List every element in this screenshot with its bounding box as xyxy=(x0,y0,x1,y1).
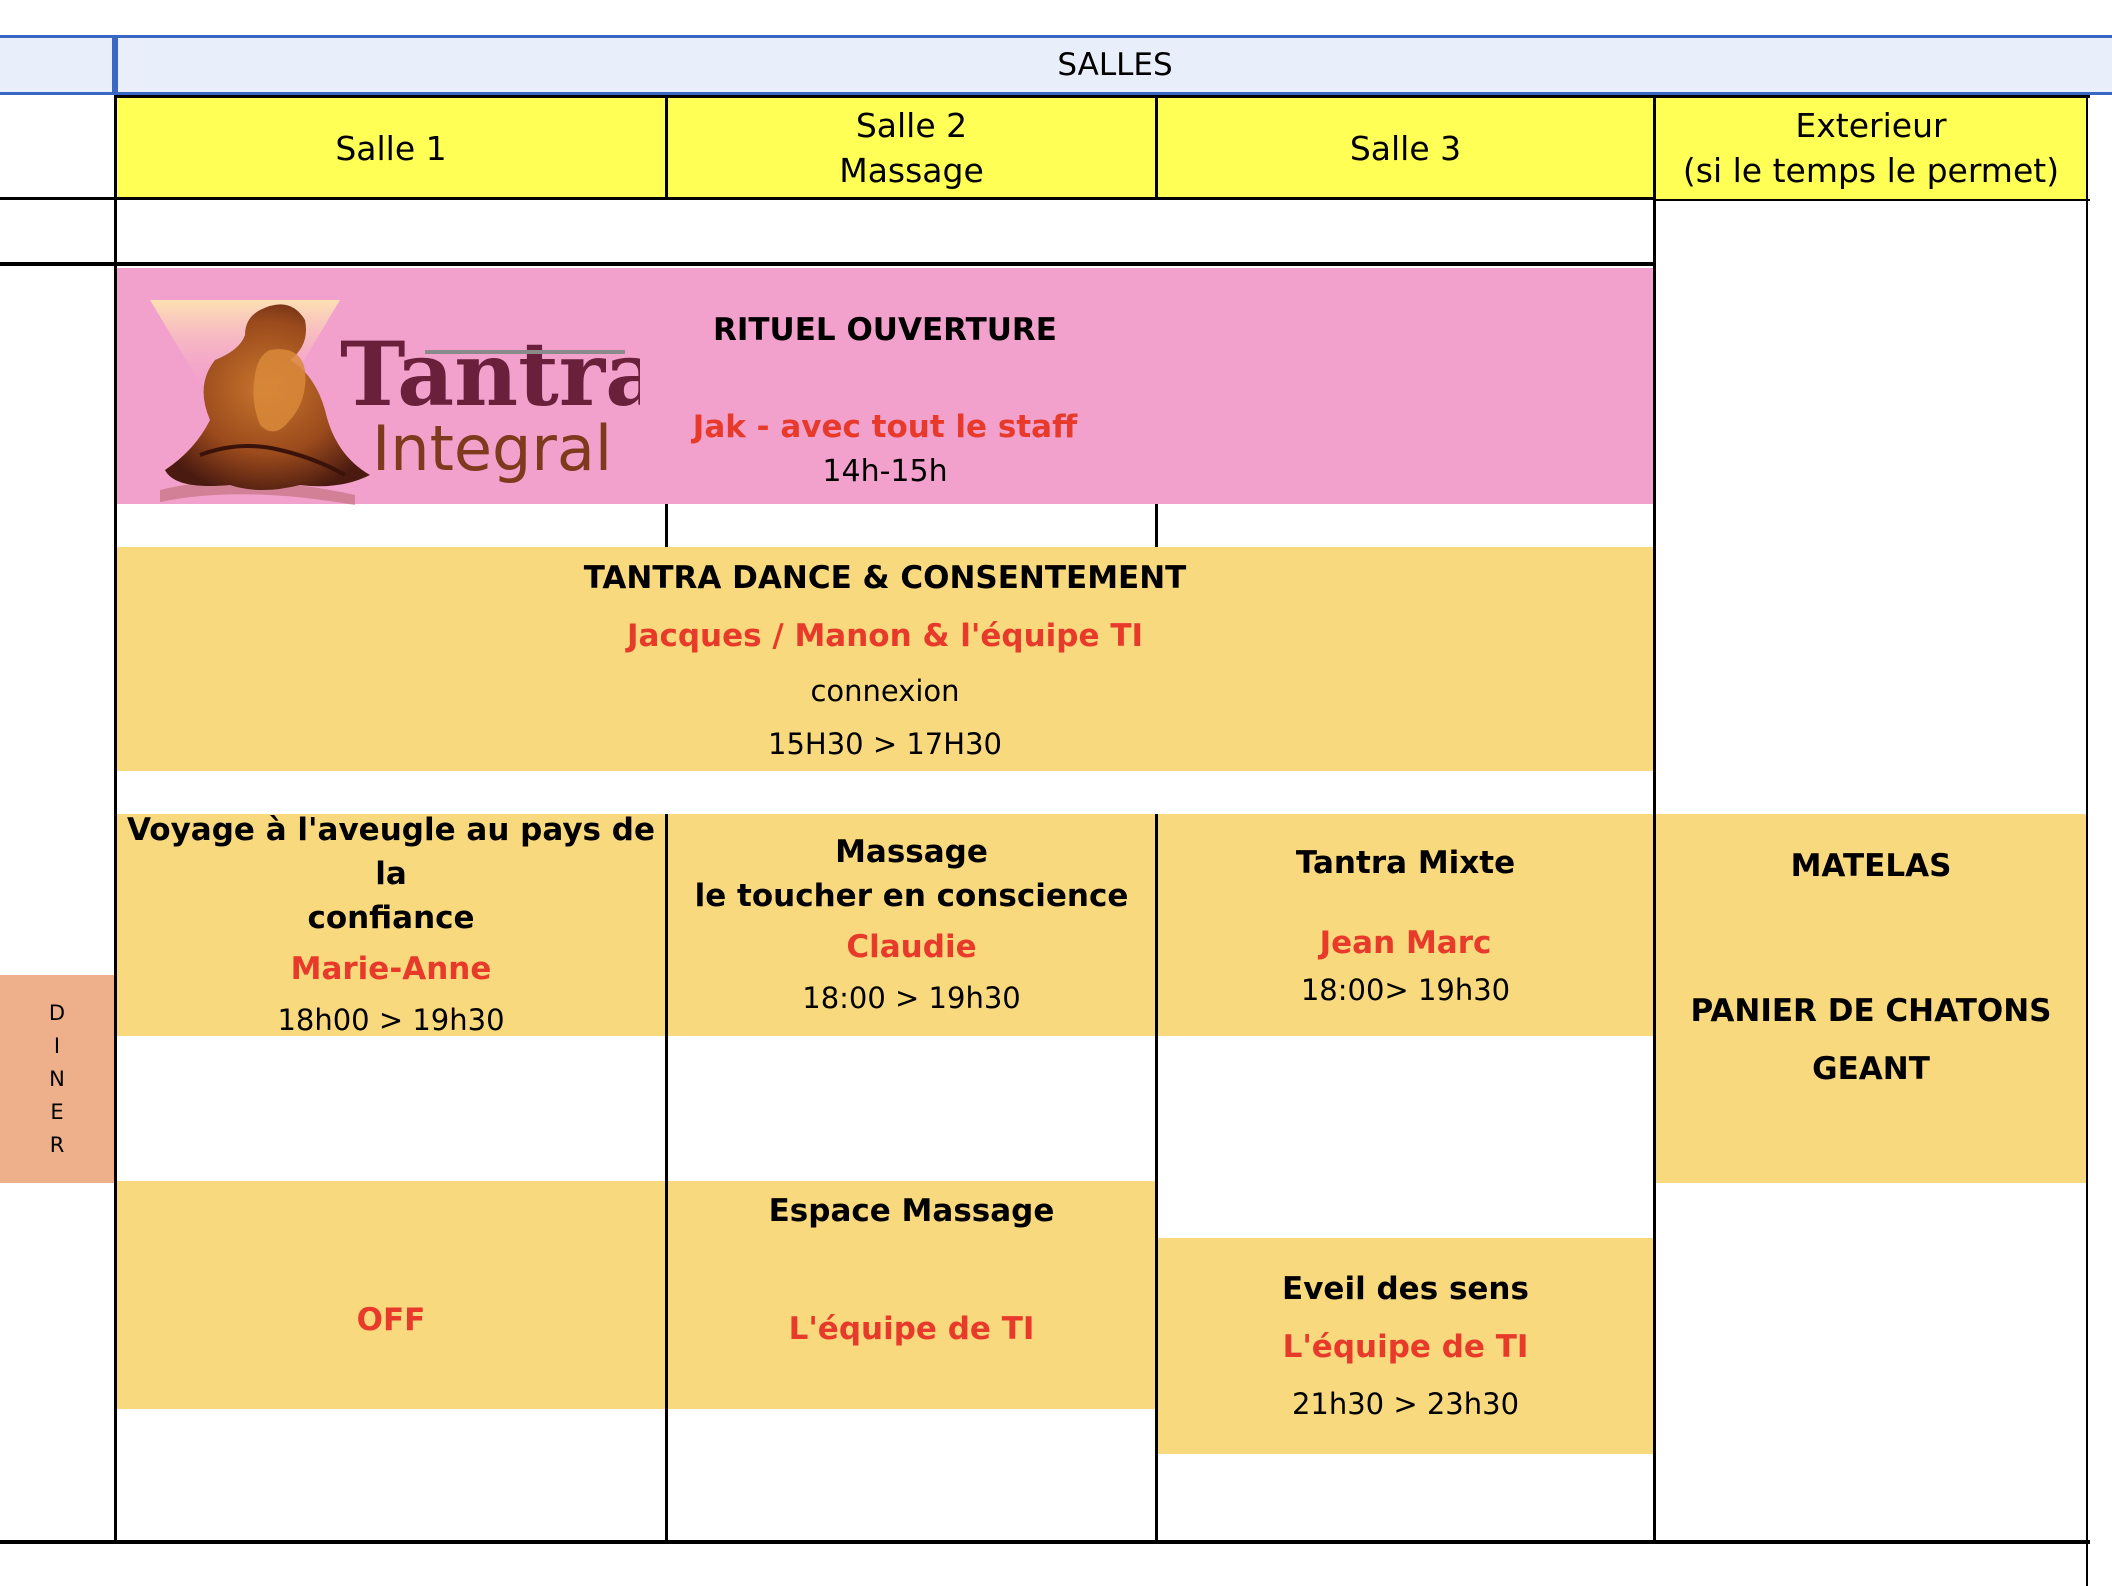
grid-line xyxy=(1653,199,2090,201)
salles-header-cell[interactable] xyxy=(115,35,2112,95)
tantra-dance-time: 15H30 > 17H30 xyxy=(768,727,1002,761)
grid-line xyxy=(665,95,668,199)
room-header-salle-2[interactable] xyxy=(668,97,1155,199)
grid-line xyxy=(0,1540,2090,1544)
evening-host: L'équipe de TI xyxy=(1282,1329,1529,1365)
salles-label: SALLES xyxy=(1057,46,1173,83)
session-time: 18:00 > 19h30 xyxy=(802,981,1021,1015)
tantra-dance-title: TANTRA DANCE & CONSENTEMENT xyxy=(583,560,1187,596)
grid-line xyxy=(1653,95,1656,1543)
opening-ritual-host: Jak - avec tout le staff xyxy=(692,409,1078,445)
evening-title: Eveil des sens xyxy=(1282,1271,1529,1307)
session-host: Jean Marc xyxy=(1319,925,1492,961)
room-label: Salle 3 xyxy=(1349,128,1462,168)
room-header-salle-3[interactable] xyxy=(1158,97,1653,199)
outdoor-subtitle: PANIER DE CHATONS GEANT xyxy=(1690,993,2052,1087)
logo-text-tantra: Tantra xyxy=(340,322,640,426)
opening-ritual-time: 14h-15h xyxy=(822,454,948,489)
evening-time: 21h30 > 23h30 xyxy=(1291,1387,1520,1421)
diner-block[interactable] xyxy=(0,975,114,1183)
grid-line xyxy=(1155,95,1158,199)
session-salle-1[interactable] xyxy=(117,814,665,1036)
tantra-dance-host: Jacques / Manon & l'équipe TI xyxy=(626,618,1143,654)
grid-line xyxy=(0,262,1653,266)
session-title: Voyage à l'aveugle au pays de la confiance xyxy=(126,812,655,936)
grid-line xyxy=(665,814,668,1543)
room-label: Salle 1 xyxy=(335,128,447,168)
room-label: Salle 2 Massage xyxy=(839,106,984,190)
evening-salle-3[interactable] xyxy=(1158,1238,1653,1454)
outdoor-block[interactable] xyxy=(1656,814,2086,1183)
outdoor-title: MATELAS xyxy=(1790,848,1952,884)
grid-line xyxy=(0,197,1653,200)
logo-graphic xyxy=(140,290,640,512)
logo-text-integral: Integral xyxy=(372,412,613,485)
evening-host: OFF xyxy=(356,1302,426,1338)
grid-line xyxy=(115,95,2090,98)
evening-title: Espace Massage xyxy=(768,1193,1055,1229)
opening-ritual-title: RITUEL OUVERTURE xyxy=(713,312,1057,348)
grid-line xyxy=(1155,814,1158,1543)
room-header-salle-1[interactable] xyxy=(117,97,665,199)
session-time: 18h00 > 19h30 xyxy=(277,1003,505,1037)
session-host: Marie-Anne xyxy=(290,951,492,987)
session-title: Tantra Mixte xyxy=(1295,845,1516,881)
evening-host: L'équipe de TI xyxy=(788,1311,1035,1347)
tantra-integral-logo xyxy=(140,290,640,512)
evening-salle-2[interactable] xyxy=(668,1181,1155,1409)
room-label: Exterieur (si le temps le permet) xyxy=(1682,106,2060,190)
room-header-exterieur[interactable] xyxy=(1656,97,2086,199)
session-title: Massage le toucher en conscience xyxy=(694,834,1129,914)
grid-line xyxy=(1155,504,1158,547)
session-host: Claudie xyxy=(846,929,977,965)
tantra-dance-block[interactable] xyxy=(117,547,1653,771)
session-salle-2[interactable] xyxy=(668,814,1155,1036)
opening-ritual-text xyxy=(640,308,1130,498)
evening-salle-1[interactable] xyxy=(117,1181,665,1409)
grid-line xyxy=(114,95,117,1543)
grid-line xyxy=(2086,95,2088,1586)
diner-label: D I N E R xyxy=(48,1000,66,1157)
tantra-dance-note: connexion xyxy=(810,674,960,708)
session-salle-3[interactable] xyxy=(1158,814,1653,1036)
header-left-blank-cell[interactable] xyxy=(0,35,115,95)
grid-line xyxy=(665,504,668,547)
session-time: 18:00> 19h30 xyxy=(1300,973,1511,1007)
